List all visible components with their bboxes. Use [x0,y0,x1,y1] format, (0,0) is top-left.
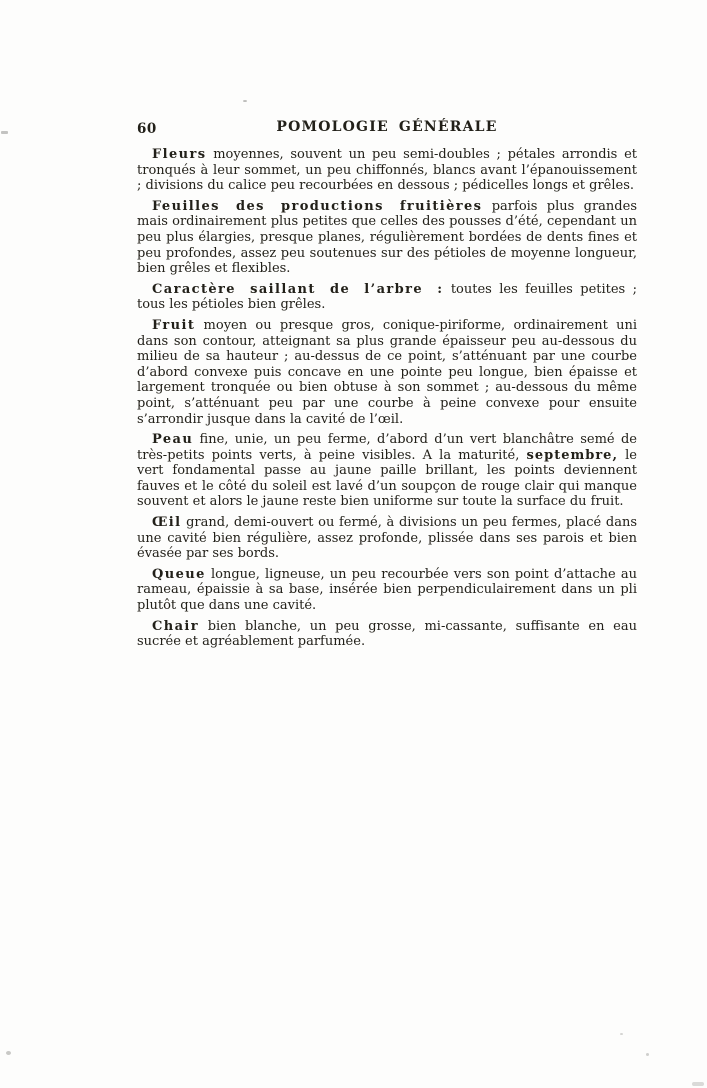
paragraph-caractere [137,282,637,313]
scan-speck [646,1053,649,1056]
lead-word-peau: Peau [152,432,194,448]
lead-word-caractere: Caractère saillant de l’arbre : [152,281,444,297]
lead-word-fruit: Fruit [152,317,196,333]
paragraph-peau-text-before: fine, unie, un peu ferme, d’abord d’un vert blanchâtre semé de très-petits points verts, à peine visibles. A la maturité, [137,432,637,463]
lead-word-oeil: Œil [152,515,182,531]
scan-speck [6,1051,11,1055]
paragraph-fleurs-text: moyennes, souvent un peu semi-doubles ; pétales arrondis et tronqués à leur sommet, un peu chiffonnés, blancs avant l’épanouissement ; divisions du calice peu recourbées en dessous ; pédicelles longs et grêles. [137,147,637,194]
paragraph-oeil-text: grand, demi-ouvert ou fermé, à divisions un peu fermes, placé dans une cavité bien régulière, assez profonde, plissée dans ses parois et bien évasée par ses bords. [137,515,637,562]
paragraph-queue [137,567,637,614]
scan-speck [243,100,247,102]
page-header [137,119,637,139]
paragraph-queue-text: longue, ligneuse, un peu recourbée vers son point d’attache au rameau, épaissie à sa base, insérée bien perpendiculairement dans un pli plutôt que dans une cavité. [137,566,637,614]
paragraph-peau-text-after: le vert fondamental passe au jaune paille brillant, les points deviennent fauves et le côté du soleil est lavé d’un soupçon de rouge clair qui manque souvent et alors le jaune reste bien uniforme sur toute la surface du fruit. [137,447,638,510]
paragraph-fruit-text: moyen ou presque gros, conique-piriforme, ordinairement uni dans son contour, atteignant sa plus grande épaisseur peu au-dessous du milieu de sa hauteur ; au-dessus de ce point, s’atténuant par une courbe d’abord convexe puis concave en une pointe peu longue, bien épaisse et largement tronquée ou bien obtuse à son sommet ; au-dessous du même point, s’atténuant peu par une courbe à peine convexe pour ensuite s’arrondir jusque dans la cavité de l’œil. [137,317,637,427]
lead-word-chair: Chair [152,618,200,634]
paragraph-peau [137,432,637,510]
bold-word-septembre: septembre, [526,447,618,463]
page-content [137,147,637,655]
lead-word-fleurs: Fleurs [152,147,207,162]
scan-speck [620,1033,623,1035]
lead-word-feuilles: Feuilles des productions fruitières [152,198,483,214]
scan-speck [1,131,8,134]
paragraph-fruit [137,318,637,427]
paragraph-chair [137,619,637,650]
scan-speck [692,1082,704,1086]
paragraph-fleurs [137,147,637,194]
paragraph-feuilles [137,199,637,277]
paragraph-caractere-text: toutes les feuilles petites ; tous les pétioles bien grêles. [137,281,637,313]
paragraph-feuilles-text: parfois plus grandes mais ordinairement plus petites que celles des pousses d’été, cependant un peu plus élargies, presque planes, régulièrement bordées de dents fines et peu profondes, assez peu soutenues sur des pétioles de moyenne longueur, bien grêles et flexibles. [137,198,637,277]
running-title: POMOLOGIE GÉNÉRALE [276,119,498,135]
paragraph-oeil [137,515,637,562]
page-number: 60 [137,121,157,137]
lead-word-queue: Queue [152,566,206,582]
paragraph-chair-text: bien blanche, un peu grosse, mi-cassante, suffisante en eau sucrée et agréablement parfumée. [137,618,637,650]
